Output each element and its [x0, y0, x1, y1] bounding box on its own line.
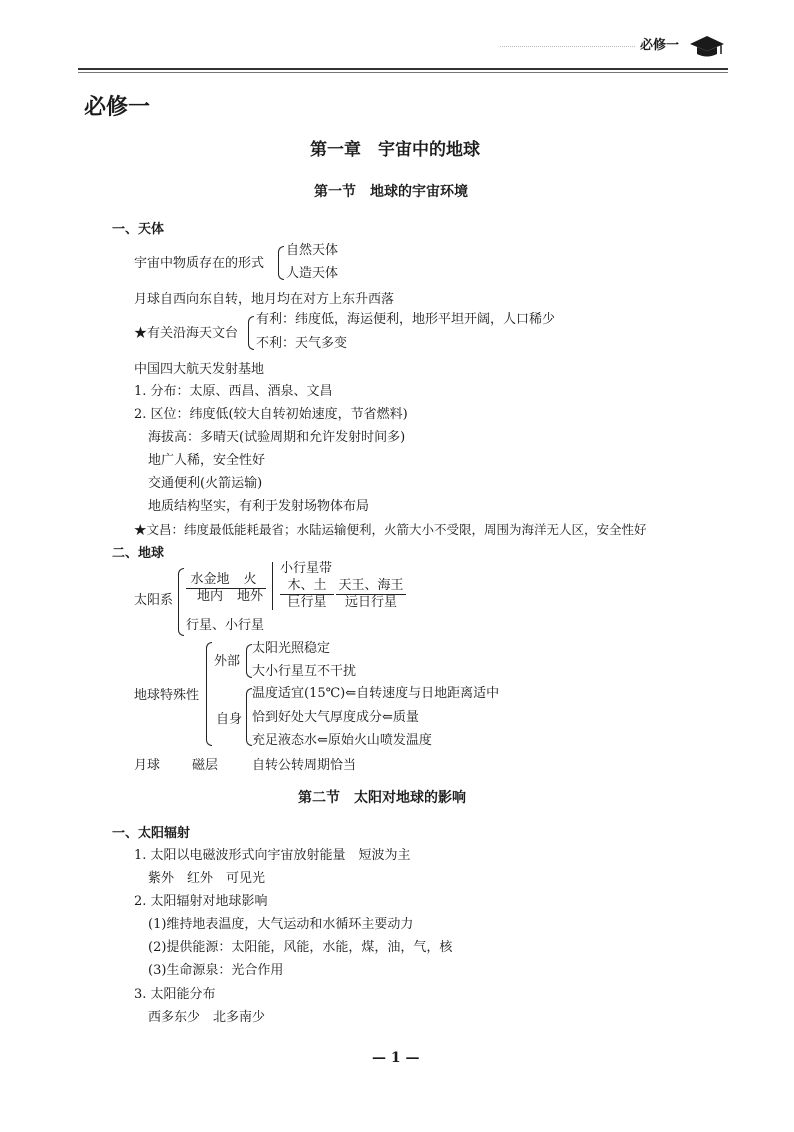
page-number: — 1 —: [372, 1050, 420, 1066]
far-planets-fraction: [336, 578, 406, 610]
internal-item: 恰到好处大气厚度成分⇐质量: [252, 710, 419, 725]
header-rule: [78, 68, 728, 70]
matter-forms-brace: [278, 246, 284, 280]
header-rule-thin: [78, 72, 728, 73]
section-1-title: 第一节 地球的宇宙环境: [314, 184, 468, 200]
planets-asteroids-line: 行星、小行星: [186, 618, 265, 633]
giant-planets-fraction: [280, 578, 334, 610]
external-item: 大小行星互不干扰: [252, 664, 357, 679]
solar-line: 1. 太阳以电磁波形式向宇宙放射能量 短波为主: [134, 848, 411, 863]
asteroid-belt-label: 小行星带: [280, 561, 333, 576]
external-label: 外部: [214, 654, 241, 669]
moon-rotation-line: 月球自西向东自转，地月均在对方上东升西落: [134, 292, 395, 307]
inner-planets-fraction: [186, 572, 234, 604]
earth-specialness-brace: [206, 642, 212, 746]
far-planets-bottom: 远日行星: [344, 594, 397, 610]
solar-line: (2)提供能源：太阳能，风能，水能，煤，油，气，核: [148, 940, 453, 955]
solar-line: (1)维持地表温度，大气运动和水循环主要动力: [148, 917, 414, 932]
solar-line: 3. 太阳能分布: [134, 987, 216, 1002]
giant-planets-bottom: 巨行星: [287, 594, 327, 610]
solar-system-label: 太阳系: [134, 593, 174, 608]
inner-planets-bottom: 地内: [196, 588, 223, 604]
solar-line: 西多东少 北多南少: [148, 1010, 266, 1025]
matter-form-item: 人造天体: [286, 266, 339, 281]
solar-line: 2. 太阳辐射对地球影响: [134, 894, 268, 909]
internal-item: 温度适宜(15℃)⇐自转速度与日地距离适中: [252, 686, 500, 701]
book-title: 必修一: [84, 94, 151, 120]
internal-item: 充足液态水⇐原始火山喷发温度: [252, 733, 432, 748]
coastal-item: 有利：纬度低，海运便利，地形平坦开阔，人口稀少: [256, 312, 556, 327]
mars-top: 火: [234, 572, 266, 589]
coastal-observatory-label: ★有关沿海天文台: [134, 326, 239, 341]
wenchang-note: ★文昌：纬度最低能耗最省；水陆运输便利，火箭大小不受限，周围为海洋无人区，安全性好: [134, 522, 647, 537]
location-item: 海拔高：多晴天(试验周期和允许发射时间多): [148, 430, 406, 445]
heading-earth: 二、地球: [112, 546, 165, 561]
solar-line: (3)生命源泉：光合作用: [148, 963, 284, 978]
moon-row-item: 月球: [134, 758, 161, 773]
giant-planets-top: 木、土: [280, 578, 334, 595]
mars-bottom: 地外: [236, 588, 263, 604]
location-item: 地质结构坚实，有利于发射场物体布局: [148, 499, 370, 514]
heading-solar-radiation: 一、太阳辐射: [112, 826, 191, 841]
solar-line: 紫外 红外 可见光: [148, 871, 266, 886]
mars-fraction: [234, 572, 266, 604]
header-label: 必修一: [640, 38, 680, 53]
earth-specialness-label: 地球特殊性: [134, 688, 200, 703]
china-launch-bases: 中国四大航天发射基地: [134, 362, 265, 377]
internal-label: 自身: [216, 712, 243, 727]
inner-planets-top: 水金地: [186, 572, 234, 589]
solar-system-brace: [178, 568, 184, 636]
external-item: 太阳光照稳定: [252, 641, 331, 656]
coastal-item: 不利：天气多变: [256, 336, 348, 351]
asteroid-belt-divider: [272, 562, 273, 610]
location-item: 地广人稀，安全性好: [148, 453, 266, 468]
far-planets-top: 天王、海王: [336, 578, 406, 595]
graduation-cap-icon: [688, 34, 726, 64]
bases-location: 2. 区位：纬度低(较大自转初始速度，节省燃料): [134, 407, 408, 422]
moon-row-item: 磁层: [192, 758, 219, 773]
section-2-title: 第二节 太阳对地球的影响: [298, 790, 466, 806]
chapter-title: 第一章 宇宙中的地球: [310, 140, 480, 160]
coastal-brace: [248, 316, 254, 350]
bases-distribution: 1. 分布：太原、西昌、酒泉、文昌: [134, 384, 333, 399]
moon-row-item: 自转公转周期恰当: [252, 758, 357, 773]
matter-forms-label: 宇宙中物质存在的形式: [134, 256, 265, 271]
header-dotted-line: [500, 46, 635, 47]
location-item: 交通便利(火箭运输): [148, 476, 263, 491]
heading-celestial-bodies: 一、天体: [112, 222, 165, 237]
matter-form-item: 自然天体: [286, 243, 339, 258]
